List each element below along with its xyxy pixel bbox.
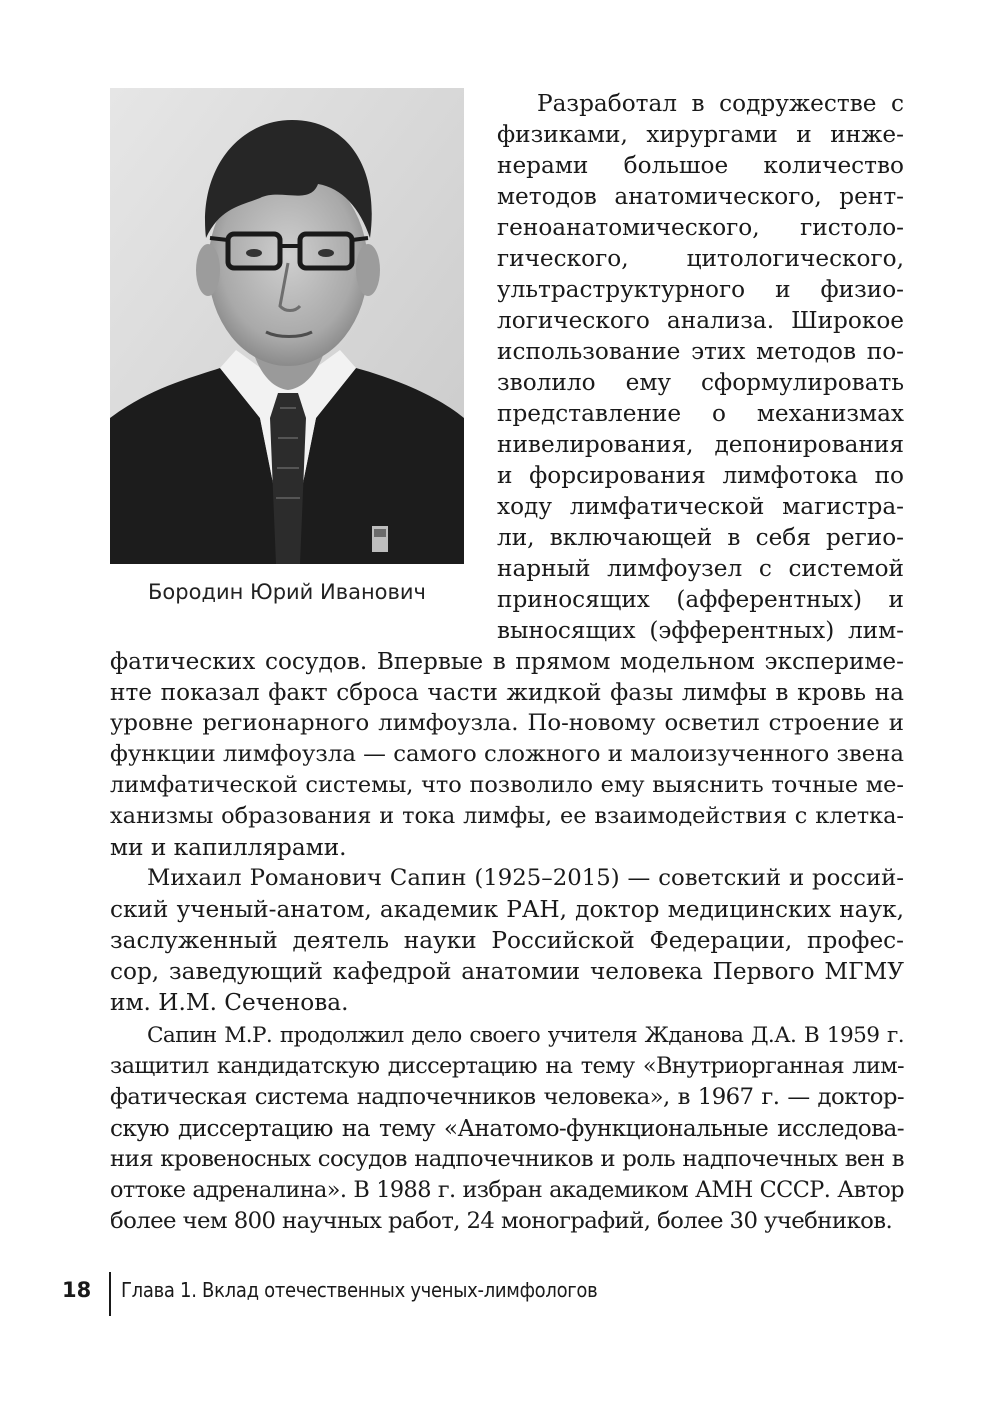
body-line: физиками, хирургами и инже- <box>497 121 904 148</box>
body-line: Сапин М.Р. продолжил дело своего учителя Жданова Д.А. В 1959 г. <box>147 1023 904 1048</box>
body-line: представление о механизмах <box>497 400 904 427</box>
body-line: фатических сосудов. Впервые в прямом модельном экспериме- <box>110 648 904 675</box>
body-line: зволило ему сформулировать <box>497 369 904 396</box>
body-line: ский ученый-анатом, академик РАН, доктор медицинских наук, <box>110 896 904 923</box>
body-line: гического, цитологического, <box>497 245 904 272</box>
body-line: более чем 800 научных работ, 24 монографий, более 30 учебников. <box>110 1208 893 1234</box>
body-line: заслуженный деятель науки Российской Федерации, профес- <box>110 927 904 954</box>
portrait-illustration <box>110 88 464 564</box>
body-line: нте показал факт сброса части жидкой фазы лимфы в кровь на <box>110 679 904 706</box>
portrait-photo <box>110 88 464 564</box>
footer-divider <box>109 1272 111 1316</box>
body-line: и форсирования лимфотока по <box>497 462 904 489</box>
body-line: функции лимфоузла — самого сложного и малоизученного звена <box>110 741 904 767</box>
body-line: скую диссертацию на тему «Анатомо-функциональные исследова- <box>110 1115 904 1142</box>
photo-caption: Бородин Юрий Иванович <box>148 580 426 604</box>
body-line: ния кровеносных сосудов надпочечников и роль надпочечных вен в <box>110 1146 904 1172</box>
body-line: нарный лимфоузел с системой <box>497 555 904 582</box>
body-line: Разработал в содружестве с <box>537 90 904 117</box>
body-line: фатическая система надпочечников человека», в 1967 г. — доктор- <box>110 1084 904 1110</box>
body-line: сор, заведующий кафедрой анатомии человека Первого МГМУ <box>110 958 904 985</box>
body-line: приносящих (афферентных) и <box>497 586 904 613</box>
body-line: ходу лимфатической магистра- <box>497 493 904 520</box>
body-line: Михаил Романович Сапин (1925–2015) — советский и россий- <box>147 865 904 891</box>
running-head: Глава 1. Вклад отечественных ученых-лимфологов <box>121 1278 598 1302</box>
body-line: лимфатической системы, что позволило ему выяснить точные ме- <box>110 772 904 798</box>
body-line: ли, включающей в себя регио- <box>497 524 904 551</box>
body-line: защитил кандидатскую диссертацию на тему «Внутриорганная лим- <box>110 1053 904 1079</box>
body-line: логического анализа. Широкое <box>497 307 904 334</box>
body-line: ультраструктурного и физио- <box>497 276 904 303</box>
body-line: уровне регионарного лимфоузла. По-новому осветил строение и <box>110 710 904 736</box>
body-line: геноанатомического, гистоло- <box>497 214 904 241</box>
body-line: методов анатомического, рент- <box>497 183 904 210</box>
body-line: им. И.М. Сеченова. <box>110 989 349 1016</box>
body-line: нивелирования, депонирования <box>497 431 904 458</box>
body-line: выносящих (эфферентных) лим- <box>497 617 904 644</box>
body-line: оттоке адреналина». В 1988 г. избран академиком АМН СССР. Автор <box>110 1177 904 1203</box>
page-number: 18 <box>62 1278 92 1302</box>
body-line: ханизмы образования и тока лимфы, ее взаимодействия с клетка- <box>110 803 904 829</box>
body-line: нерами большое количество <box>497 152 904 179</box>
body-line: ми и капиллярами. <box>110 834 347 861</box>
body-line: использование этих методов по- <box>497 338 904 365</box>
